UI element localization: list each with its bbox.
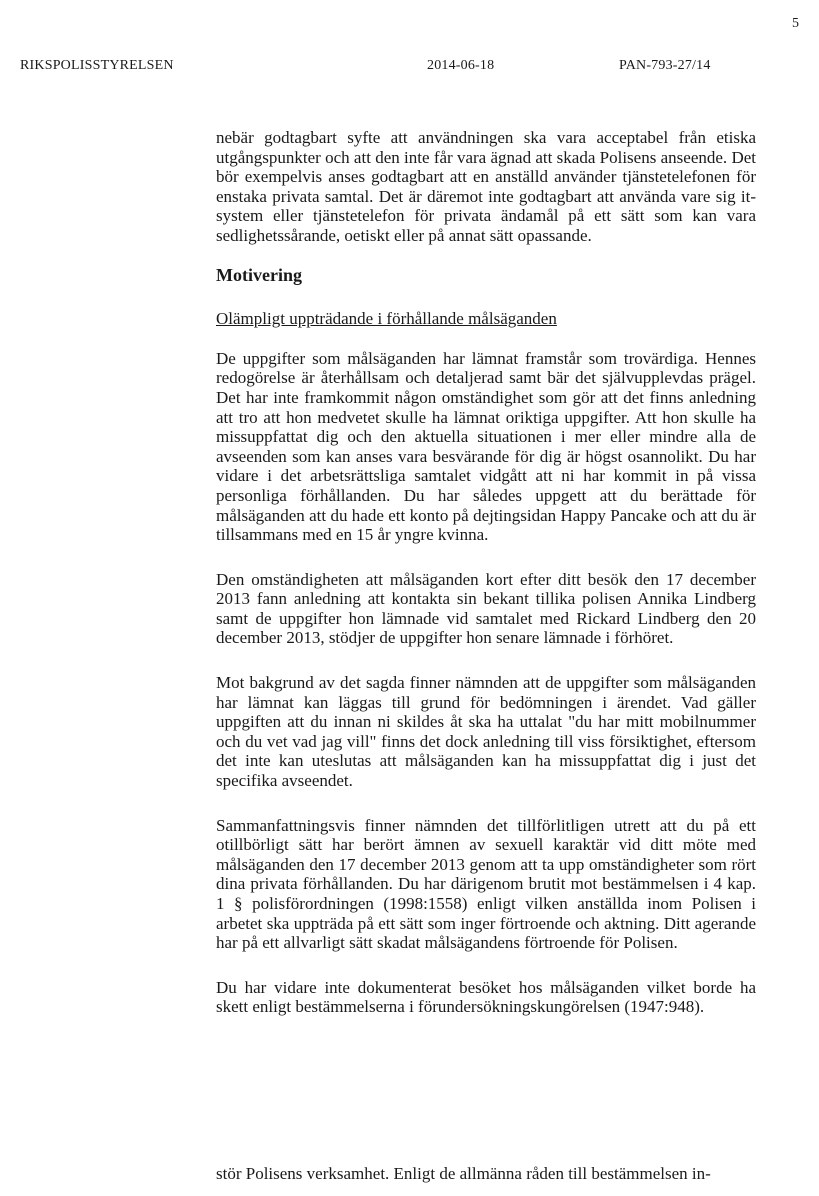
body-paragraph: Mot bakgrund av det sagda finner nämnden att de uppgifter som målsäganden har lämnat kan läggas till grund för bedömningen i ärendet. Vad gäller uppgiften att du innan ni skildes åt ska ha uttalat "du har mitt mobilnummer och du vet vad jag vill" finns det dock anledning till viss försiktighet, eftersom det inte kan uteslutas att målsäganden kan ha missuppfattat dig i just det specifika avseendet. <box>216 673 756 791</box>
document-header <box>0 58 819 78</box>
subheading: Olämpligt uppträdande i förhållande målsäganden <box>216 309 557 329</box>
body-paragraph: Den omständigheten att målsäganden kort efter ditt besök den 17 december 2013 fann anledning att kontakta sin bekant tillika polisen Annika Lindberg samt de uppgifter hon lämnade vid samtalet med Rickard Lindberg den 20 december 2013, stödjer de uppgifter hon senare lämnade i förhöret. <box>216 569 756 648</box>
document-body <box>216 128 756 1017</box>
header-organization: RIKSPOLISSTYRELSEN <box>20 58 174 73</box>
body-paragraph: Sammanfattningsvis finner nämnden det tillförlitligen utrett att du på ett otillbörligt sätt har berört ämnen av sexuell karaktär vid ditt möte med målsäganden den 17 december 2013 genom att ta upp omständigheter som rört dina privata förhållanden. Du har därigenom brutit mot bestämmelsen i 4 kap. 1 § polisförordningen (1998:1558) enligt vilken anställda inom Polisen i arbetet ska uppträda på ett sätt som inger förtroende och aktning. Ditt agerande har på ett allvarligt sätt skadat målsägandens förtroende för Polisen. <box>216 815 756 953</box>
header-reference: PAN-793-27/14 <box>619 58 711 73</box>
body-paragraph: Du har vidare inte dokumenterat besöket hos målsäganden vilket borde ha skett enligt bestämmelserna i förundersökningskungörelsen (1947:948). <box>216 977 756 1017</box>
header-date: 2014-06-18 <box>427 58 495 73</box>
cut-off-text-line: stör Polisens verksamhet. Enligt de allmänna råden till bestämmelsen in- <box>216 1164 711 1183</box>
intro-paragraph: nebär godtagbart syfte att användningen ska vara acceptabel från etiska utgångspunkter och att den inte får vara ägnad att skada Polisens anseende. Det bör exempelvis anses godtagbart att en anställd använder tjänstetelefonen för enstaka privata samtal. Det är däremot inte godtagbart att använda vare sig it-system eller tjänstetelefon för privata ändamål på ett sätt som kan vara sedlighetssårande, oetiskt eller på annat sätt opassande. <box>216 128 756 245</box>
section-heading: Motivering <box>216 264 302 285</box>
page-number: 5 <box>792 16 799 31</box>
body-paragraph: De uppgifter som målsäganden har lämnat framstår som trovärdiga. Hennes redogörelse är återhållsam och detaljerad samt bär det självupplevdas prägel. Det har inte framkommit någon omständighet som gör att det finns anledning att tro att hon medvetet skulle ha lämnat oriktiga uppgifter. Att hon skulle ha missuppfattat dig och den aktuella situationen i mer eller mindre alla de avseenden som kan anses vara besvärande för dig är högst osannolikt. Du har vidare i det arbetsrättsliga samtalet vidgått att ni har kommit in på vissa personliga förhållanden. Du har således uppgett att du berättade för målsäganden att du hade ett konto på dejtingsidan Happy Pancake och att du är tillsammans med en 15 år yngre kvinna. <box>216 348 756 545</box>
